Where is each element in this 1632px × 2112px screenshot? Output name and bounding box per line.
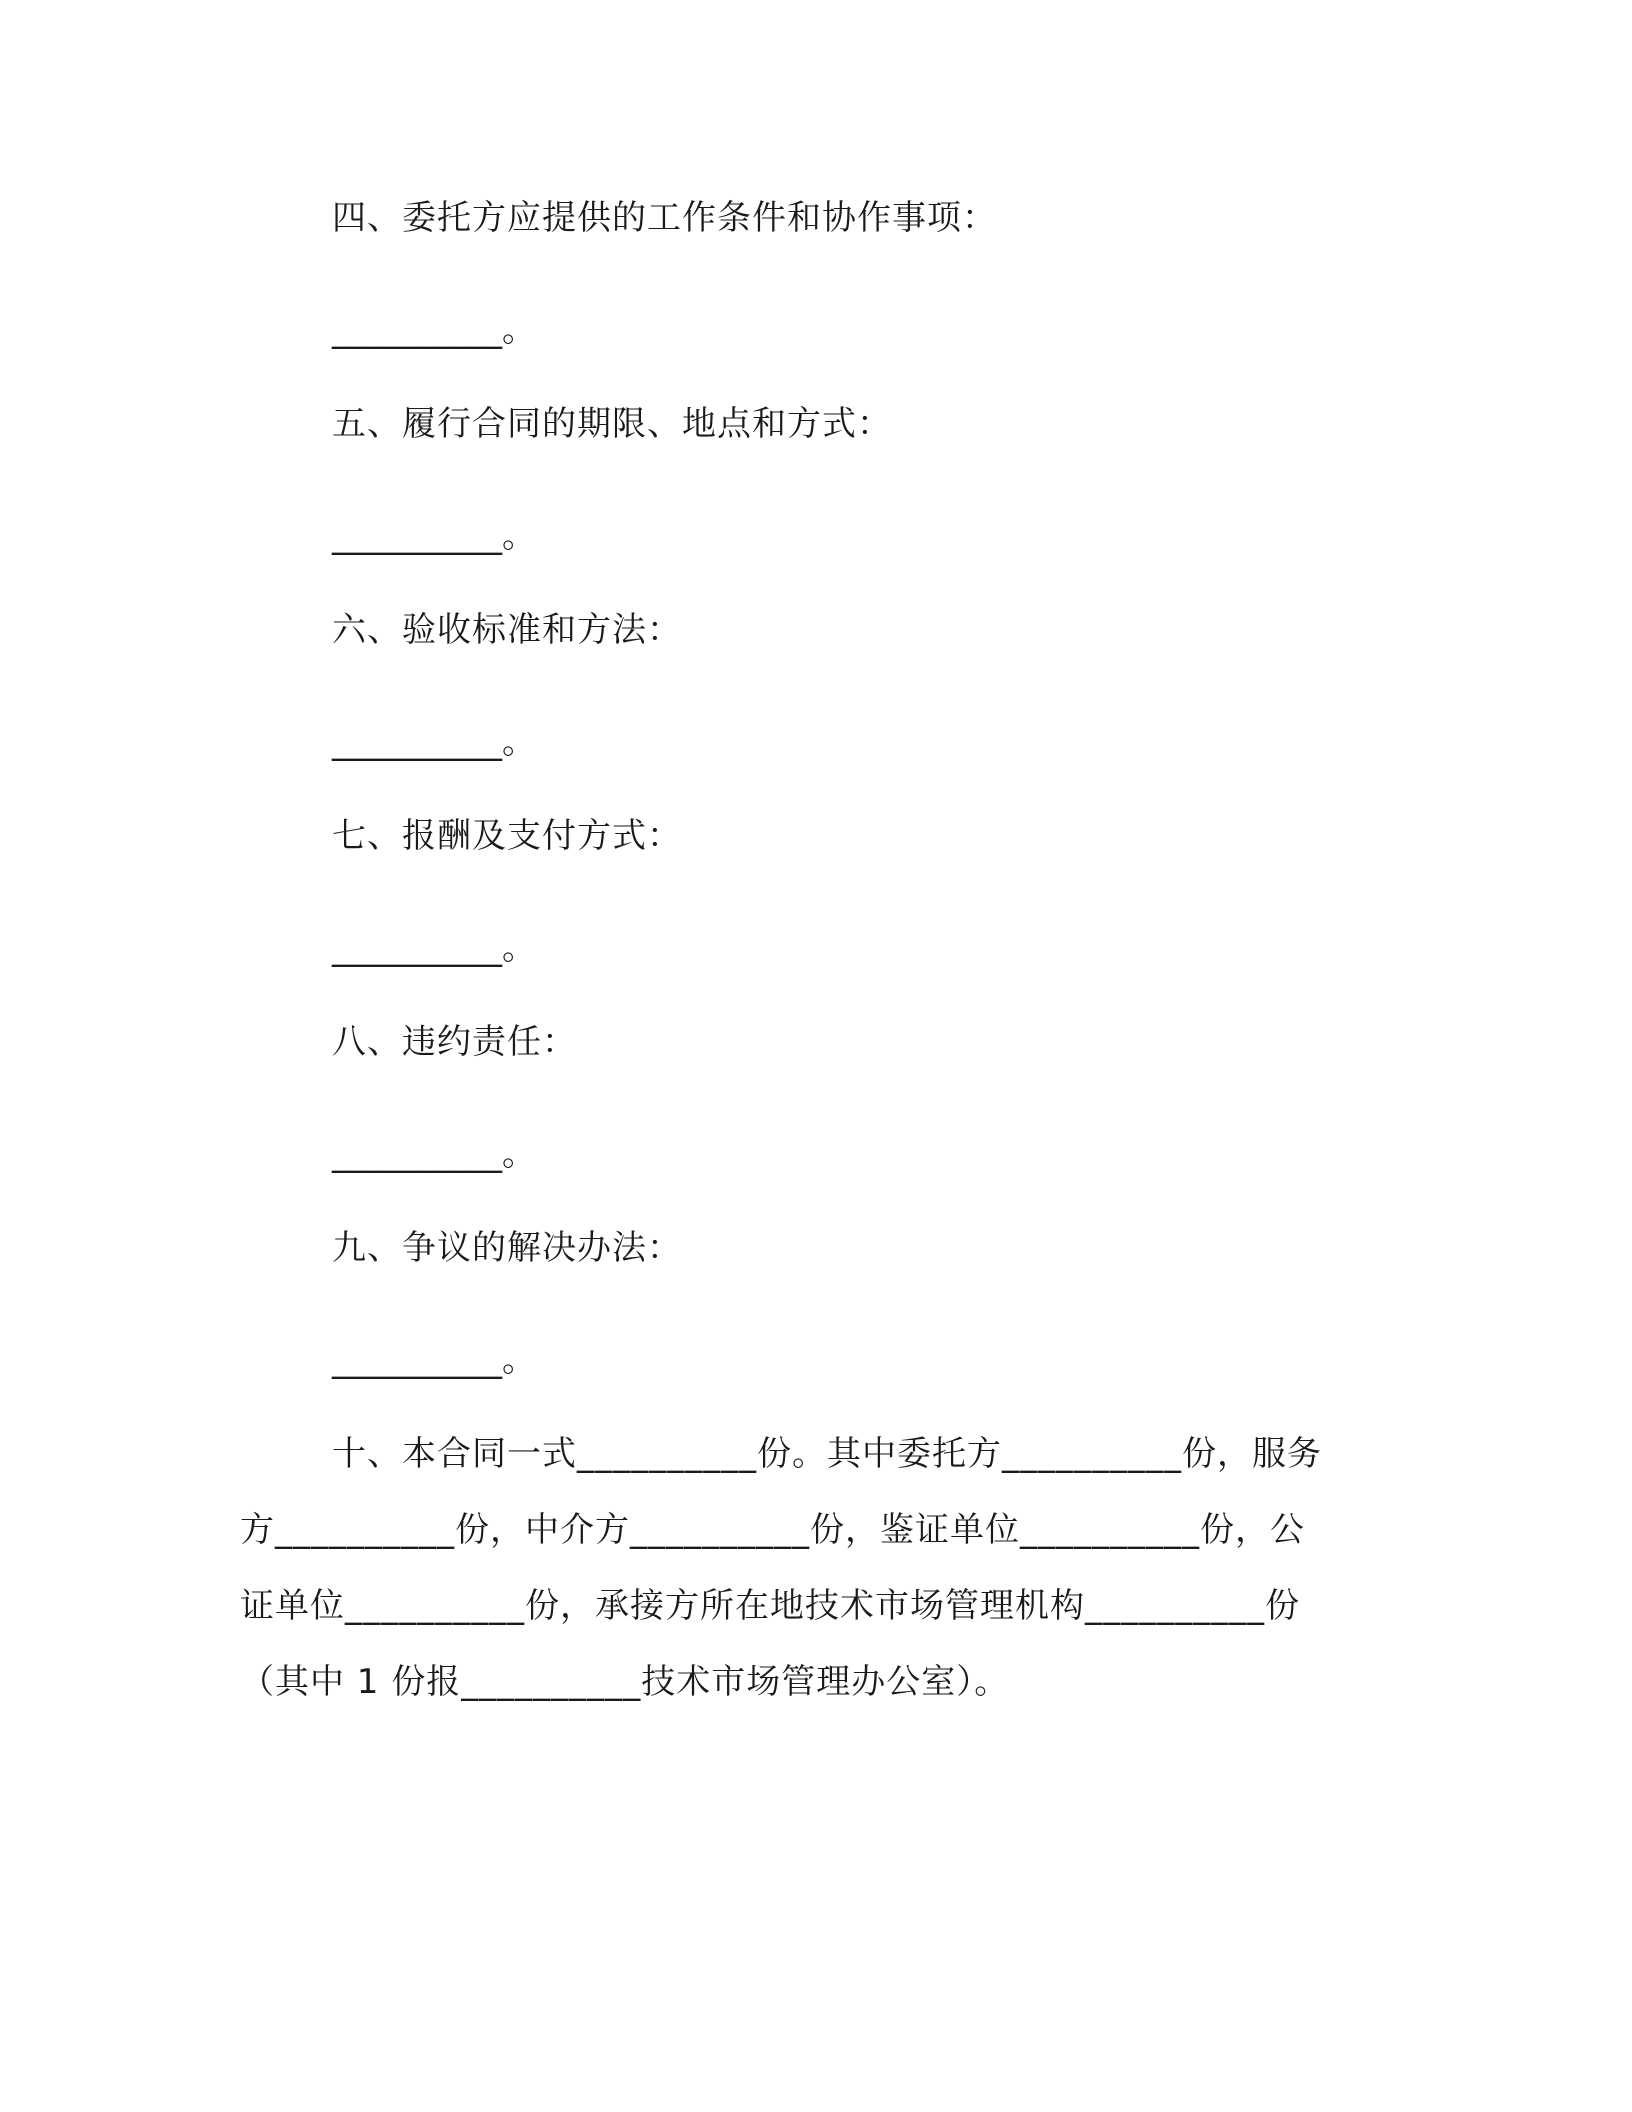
section-7-fill-blank: __________。 xyxy=(332,928,536,968)
section-4-fill-blank: __________。 xyxy=(332,310,536,350)
section-9-fill-blank: __________。 xyxy=(332,1340,536,1380)
section-4-heading: 四、委托方应提供的工作条件和协作事项： xyxy=(332,198,997,238)
section-6-heading: 六、验收标准和方法： xyxy=(332,610,682,650)
section-6-fill-blank: __________。 xyxy=(332,722,536,762)
clause-ten-line-1: 十、本合同一式__________份。其中委托方__________份，服务 xyxy=(332,1434,1322,1474)
clause-ten-line-4: （其中 1 份报__________技术市场管理办公室）。 xyxy=(240,1662,1010,1702)
section-7-heading: 七、报酬及支付方式： xyxy=(332,816,682,856)
clause-ten-line-2: 方__________份，中介方__________份，鉴证单位__________份，公 xyxy=(240,1510,1305,1550)
section-8-heading: 八、违约责任： xyxy=(332,1022,577,1062)
clause-ten-line-3: 证单位__________份，承接方所在地技术市场管理机构__________份 xyxy=(240,1586,1300,1626)
section-9-heading: 九、争议的解决办法： xyxy=(332,1228,682,1268)
section-5-heading: 五、履行合同的期限、地点和方式： xyxy=(332,404,892,444)
section-5-fill-blank: __________。 xyxy=(332,516,536,556)
section-8-fill-blank: __________。 xyxy=(332,1134,536,1174)
